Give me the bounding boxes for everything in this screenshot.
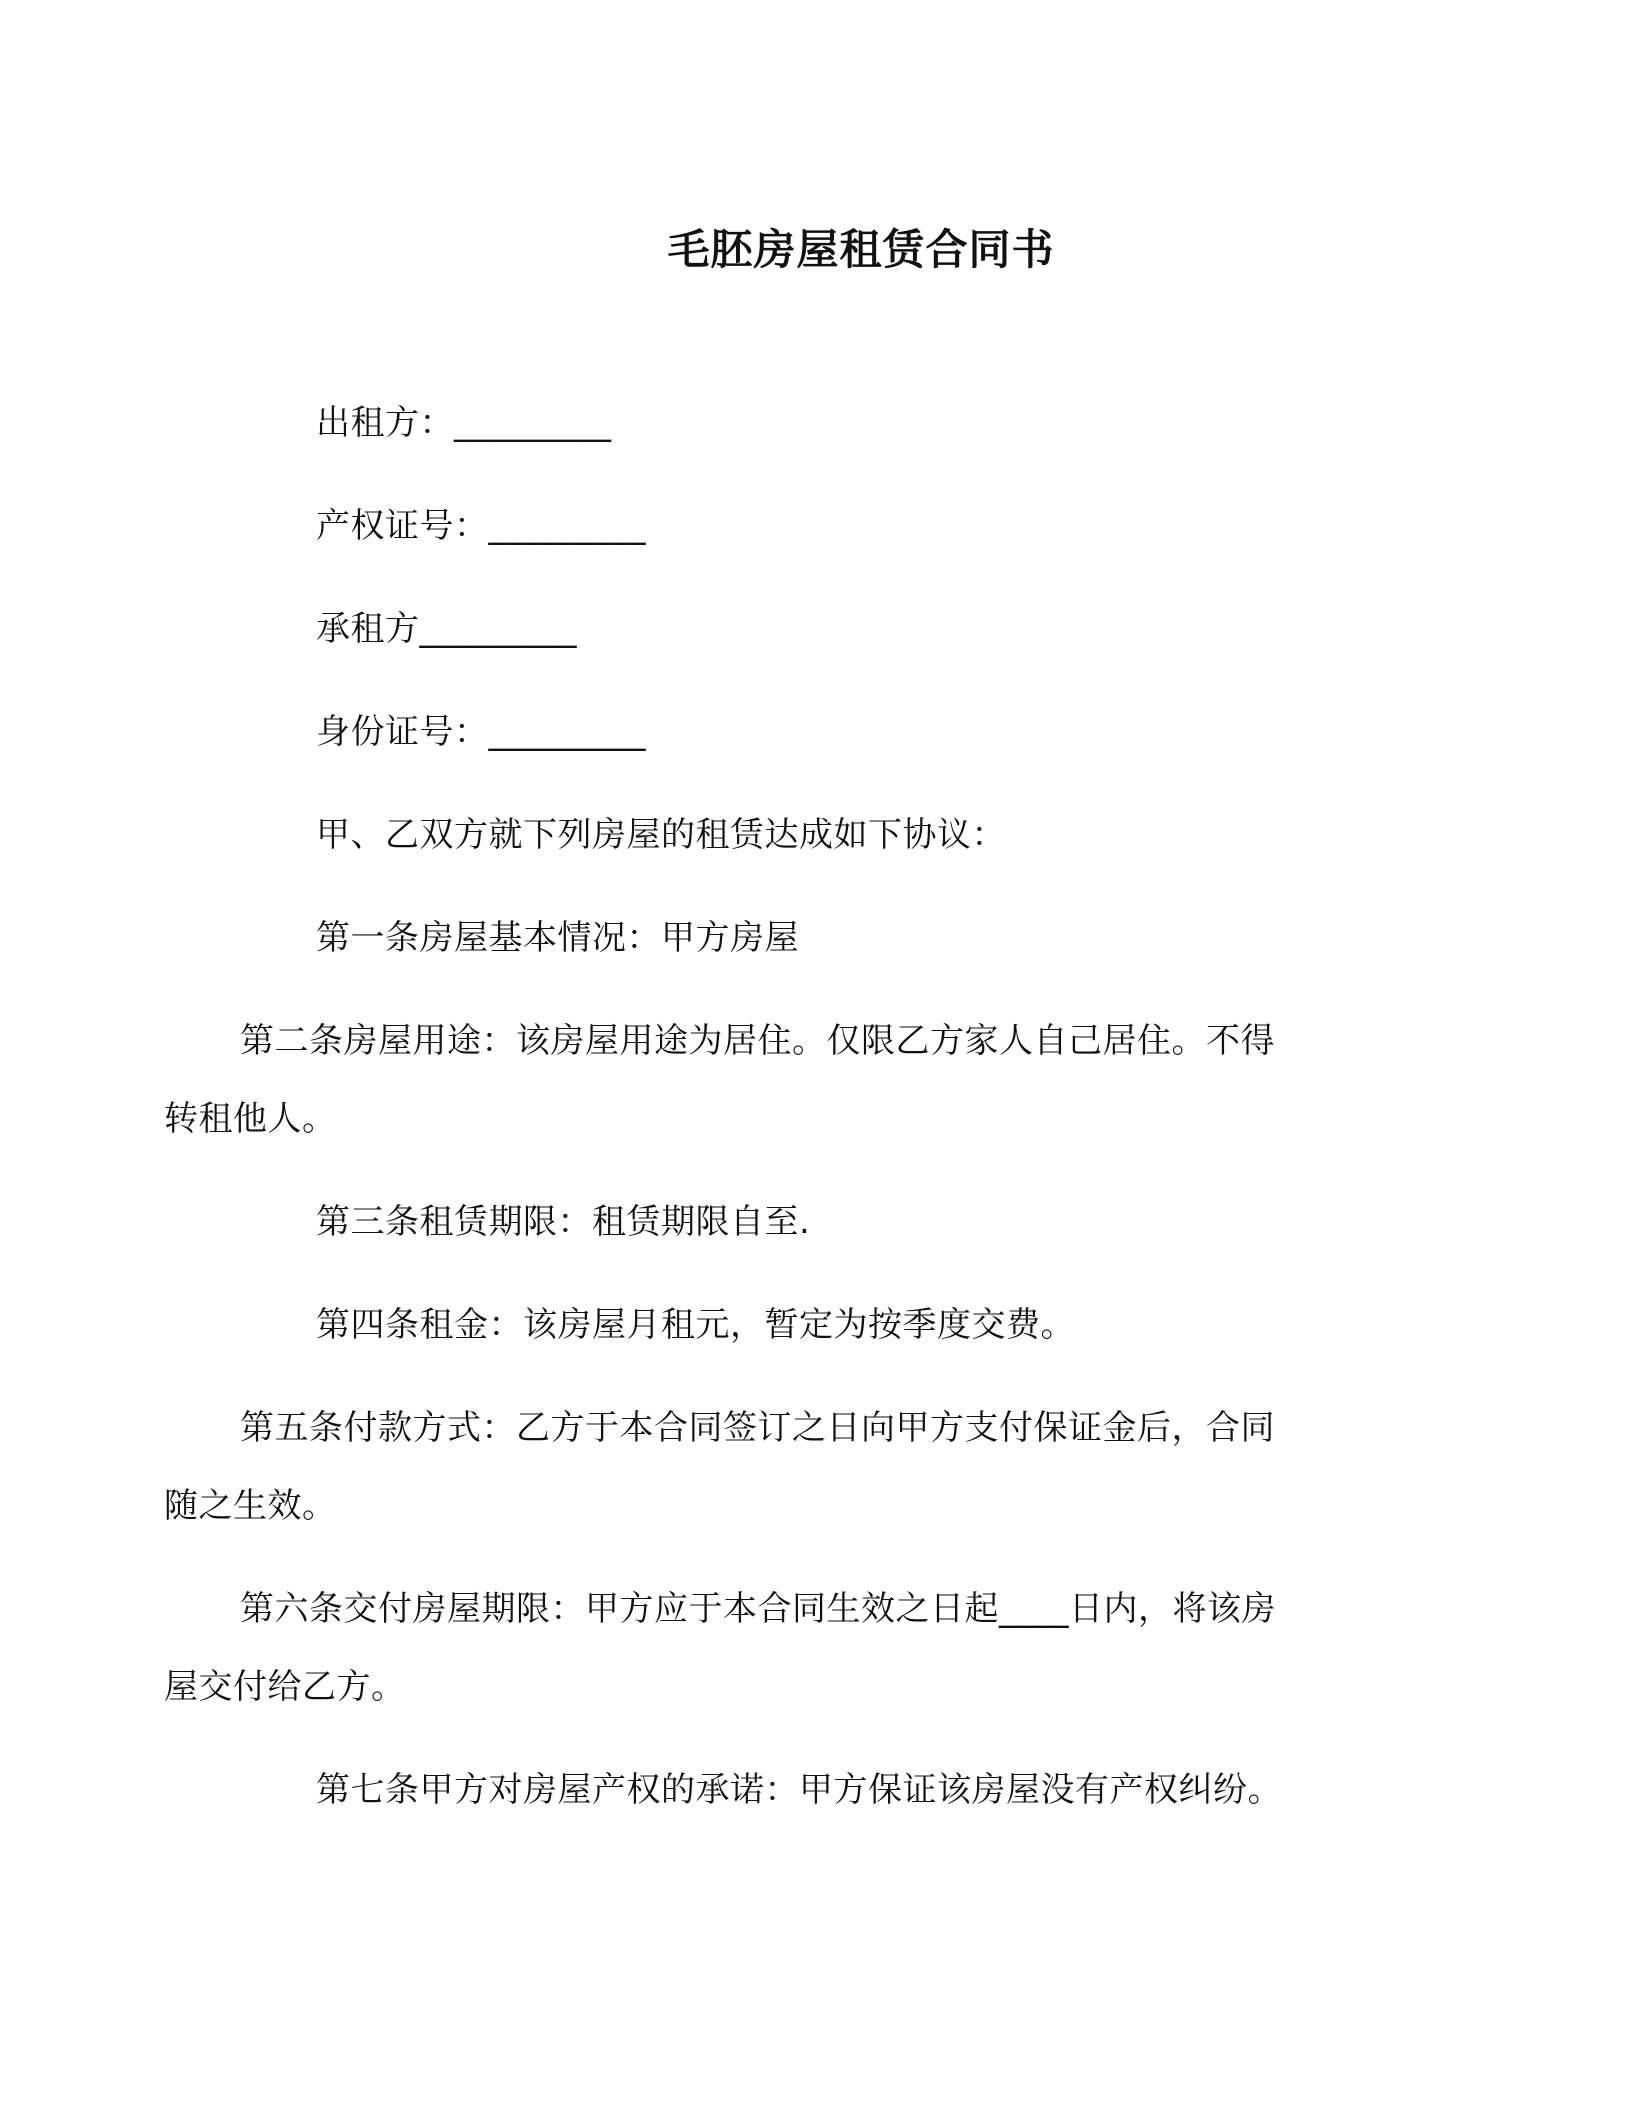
article-4: 第四条租金：该房屋月租元，暂定为按季度交费。 [316,1305,1075,1345]
article-1: 第一条房屋基本情况：甲方房屋 [316,918,799,958]
article-2: 第二条房屋用途：该房屋用途为居住。仅限乙方家人自己居住。不得转租他人。 [164,1021,1275,1139]
article-3: 第三条租赁期限：租赁期限自至. [316,1202,811,1242]
article-6: 第六条交付房屋期限：甲方应于本合同生效之日起____日内，将该房屋交付给乙方。 [164,1589,1276,1707]
document-title: 毛胚房屋租赁合同书 [667,225,1055,274]
article-7: 第七条甲方对房屋产权的承诺：甲方保证该房屋没有产权纠纷。 [316,1770,1282,1810]
property-cert-field: 产权证号：_________ [316,506,646,546]
intro-paragraph: 甲、乙双方就下列房屋的租赁达成如下协议： [316,815,1006,855]
lessor-field: 出租方：_________ [316,403,612,443]
lessee-field: 承租方_________ [316,609,577,649]
id-number-field: 身份证号：_________ [316,712,646,752]
article-5: 第五条付款方式：乙方于本合同签订之日向甲方支付保证金后，合同随之生效。 [164,1408,1275,1526]
